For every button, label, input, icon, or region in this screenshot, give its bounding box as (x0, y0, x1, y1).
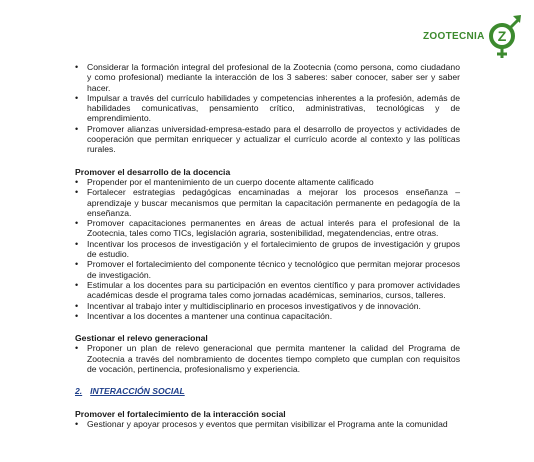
zootecnia-emblem-icon (486, 12, 522, 64)
list-item: • Fortalecer estrategias pedagógicas encaminadas a mejorar los procesos enseñanza – aprendizaje y buscar mecanismos que permitan la capacitación permanente en pedagogía de la enseñanza. (75, 187, 460, 218)
list-item: • Impulsar a través del currículo habilidades y competencias inherentes a la profesión, además de habilidades comunicativas, pensamiento crítico, administrativas, tecnológicas y de emprendimiento. (75, 93, 460, 124)
list-item: • Incentivar al trabajo inter y multidisciplinario en procesos investigativos y de innovación. (75, 301, 460, 311)
interaccion-heading: Promover el fortalecimiento de la interacción social (75, 408, 286, 419)
list-item: • Promover alianzas universidad-empresa-estado para el desarrollo de proyectos y actividades de cooperación que permitan enriquecer y actualizar el currículo acorde al contexto y las políticas rurales. (75, 124, 460, 155)
docencia-bullet-list (75, 177, 460, 321)
logo-text: ZOOTECNIA (423, 31, 485, 42)
list-item: • Incentivar a los docentes a mantener una continua capacitación. (75, 311, 460, 321)
relevo-heading: Gestionar el relevo generacional (75, 333, 208, 344)
list-item: • Promover el fortalecimiento del componente técnico y tecnológico que permitan mejorar procesos de investigación. (75, 259, 460, 280)
relevo-bullet-list (75, 343, 460, 374)
list-item: • Propender por el mantenimiento de un cuerpo docente altamente calificado (75, 177, 460, 187)
list-item: • Estimular a los docentes para su participación en eventos científico y para promover actividades académicas desde el programa tales como jornadas académicas, seminarios, cursos, talleres. (75, 280, 460, 301)
intro-bullet-list (75, 62, 460, 155)
list-item: • Incentivar los procesos de investigación y el fortalecimiento de grupos de investigación y grupos de estudio. (75, 239, 460, 260)
list-item: • Promover capacitaciones permanentes en áreas de actual interés para el profesional de la Zootecnia, tales como TICs, legislación agraria, sostenibilidad, megatendencias, entre otras. (75, 218, 460, 239)
zootecnia-logo (423, 8, 523, 58)
list-item: • Considerar la formación integral del profesional de la Zootecnia (como persona, como ciudadano y como profesional) mediante la interacción de los 3 saberes: saber conocer, saber ser y saber hacer. (75, 62, 460, 93)
interaccion-bullet-list (75, 419, 460, 429)
svg-text:Z: Z (497, 28, 507, 44)
section-number: 2. (75, 386, 83, 397)
document-body (75, 62, 460, 429)
section-title (75, 386, 460, 396)
section-title-text: INTERACCIÓN SOCIAL (90, 386, 185, 397)
list-item: • Gestionar y apoyar procesos y eventos que permitan visibilizar el Programa ante la comunidad (75, 419, 460, 429)
docencia-heading: Promover el desarrollo de la docencia (75, 166, 231, 177)
list-item: • Proponer un plan de relevo generacional que permita mantener la calidad del Programa de Zootecnia a través del nombramiento de docentes tiempo completo que cumplan con requisitos de vocación, pertinencia, profesionalismo y experiencia. (75, 343, 460, 374)
